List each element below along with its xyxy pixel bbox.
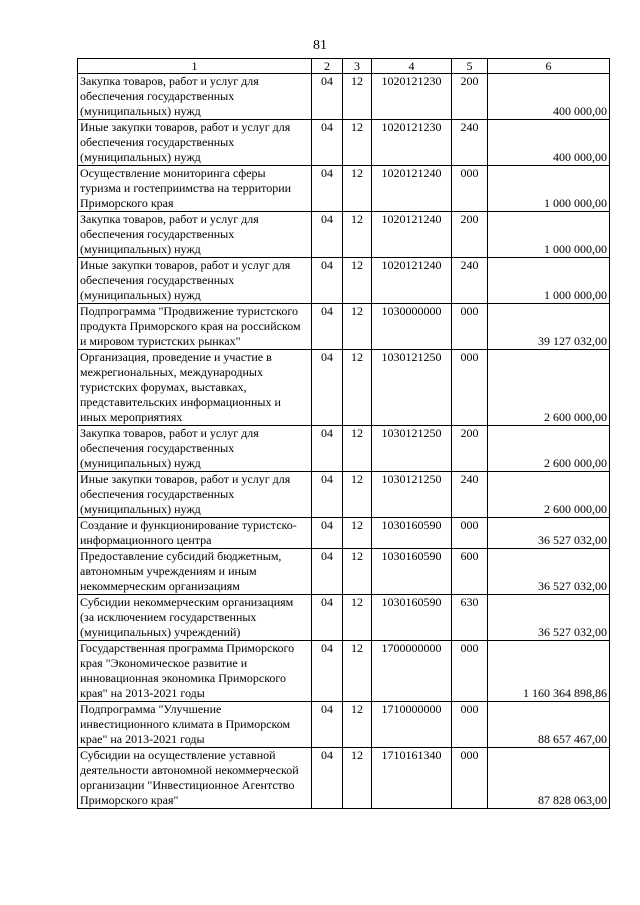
row-target-article-cell: 1020121240 xyxy=(372,212,452,258)
row-target-article-cell: 1030160590 xyxy=(372,595,452,641)
row-expense-type-cell: 200 xyxy=(452,426,488,472)
row-section-cell: 04 xyxy=(312,518,343,549)
row-amount-cell: 2 600 000,00 xyxy=(488,350,610,426)
row-subsection-cell: 12 xyxy=(343,258,372,304)
row-section-cell: 04 xyxy=(312,549,343,595)
row-subsection-cell: 12 xyxy=(343,518,372,549)
table-row xyxy=(78,74,610,120)
row-name-cell: Закупка товаров, работ и услуг для обеспечения государственных (муниципальных) нужд xyxy=(78,74,312,120)
row-expense-type-cell: 000 xyxy=(452,350,488,426)
row-target-article-cell: 1020121240 xyxy=(372,258,452,304)
row-subsection-cell: 12 xyxy=(343,304,372,350)
row-amount-cell: 2 600 000,00 xyxy=(488,472,610,518)
row-subsection-cell: 12 xyxy=(343,426,372,472)
row-subsection-cell: 12 xyxy=(343,748,372,809)
table-body xyxy=(78,74,610,809)
header-col-3: 3 xyxy=(343,59,372,74)
row-expense-type-cell: 240 xyxy=(452,120,488,166)
row-subsection-cell: 12 xyxy=(343,212,372,258)
row-amount-cell: 87 828 063,00 xyxy=(488,748,610,809)
row-expense-type-cell: 000 xyxy=(452,304,488,350)
header-col-1: 1 xyxy=(78,59,312,74)
table-header-row xyxy=(78,59,610,74)
row-target-article-cell: 1030000000 xyxy=(372,304,452,350)
row-amount-cell: 400 000,00 xyxy=(488,120,610,166)
table-row xyxy=(78,549,610,595)
page-number: 81 xyxy=(313,38,327,53)
header-col-2: 2 xyxy=(312,59,343,74)
row-section-cell: 04 xyxy=(312,472,343,518)
row-target-article-cell: 1030121250 xyxy=(372,350,452,426)
row-subsection-cell: 12 xyxy=(343,702,372,748)
row-name-cell: Организация, проведение и участие в межрегиональных, международных туристских форумах, выставках, представительских информационных и иных мероприятиях xyxy=(78,350,312,426)
row-section-cell: 04 xyxy=(312,426,343,472)
table-row xyxy=(78,641,610,702)
row-section-cell: 04 xyxy=(312,595,343,641)
row-subsection-cell: 12 xyxy=(343,641,372,702)
row-target-article-cell: 1030160590 xyxy=(372,518,452,549)
row-amount-cell: 39 127 032,00 xyxy=(488,304,610,350)
row-expense-type-cell: 200 xyxy=(452,74,488,120)
table-row xyxy=(78,304,610,350)
header-col-5: 5 xyxy=(452,59,488,74)
row-name-cell: Подпрограмма "Улучшение инвестиционного климата в Приморском крае" на 2013-2021 годы xyxy=(78,702,312,748)
table-row xyxy=(78,748,610,809)
row-expense-type-cell: 000 xyxy=(452,641,488,702)
row-target-article-cell: 1700000000 xyxy=(372,641,452,702)
row-name-cell: Осуществление мониторинга сферы туризма и гостеприимства на территории Приморского края xyxy=(78,166,312,212)
row-name-cell: Подпрограмма "Продвижение туристского продукта Приморского края на российском и мировом туристских рынках" xyxy=(78,304,312,350)
row-subsection-cell: 12 xyxy=(343,350,372,426)
row-subsection-cell: 12 xyxy=(343,472,372,518)
row-amount-cell: 88 657 467,00 xyxy=(488,702,610,748)
row-subsection-cell: 12 xyxy=(343,549,372,595)
row-name-cell: Закупка товаров, работ и услуг для обеспечения государственных (муниципальных) нужд xyxy=(78,212,312,258)
table-row xyxy=(78,350,610,426)
row-subsection-cell: 12 xyxy=(343,120,372,166)
row-amount-cell: 400 000,00 xyxy=(488,74,610,120)
row-target-article-cell: 1030121250 xyxy=(372,472,452,518)
header-col-6: 6 xyxy=(488,59,610,74)
row-section-cell: 04 xyxy=(312,212,343,258)
row-name-cell: Иные закупки товаров, работ и услуг для обеспечения государственных (муниципальных) нужд xyxy=(78,120,312,166)
row-name-cell: Иные закупки товаров, работ и услуг для обеспечения государственных (муниципальных) нужд xyxy=(78,472,312,518)
budget-table xyxy=(77,58,610,809)
table-row xyxy=(78,702,610,748)
row-expense-type-cell: 600 xyxy=(452,549,488,595)
row-amount-cell: 36 527 032,00 xyxy=(488,518,610,549)
row-name-cell: Закупка товаров, работ и услуг для обеспечения государственных (муниципальных) нужд xyxy=(78,426,312,472)
row-name-cell: Государственная программа Приморского края "Экономическое развитие и инновационная экономика Приморского края" на 2013-2021 годы xyxy=(78,641,312,702)
row-amount-cell: 36 527 032,00 xyxy=(488,549,610,595)
row-target-article-cell: 1020121230 xyxy=(372,74,452,120)
row-amount-cell: 1 160 364 898,86 xyxy=(488,641,610,702)
row-expense-type-cell: 240 xyxy=(452,472,488,518)
row-target-article-cell: 1030121250 xyxy=(372,426,452,472)
table-row xyxy=(78,120,610,166)
row-expense-type-cell: 200 xyxy=(452,212,488,258)
row-section-cell: 04 xyxy=(312,166,343,212)
row-expense-type-cell: 000 xyxy=(452,518,488,549)
row-subsection-cell: 12 xyxy=(343,166,372,212)
row-amount-cell: 36 527 032,00 xyxy=(488,595,610,641)
row-section-cell: 04 xyxy=(312,74,343,120)
row-section-cell: 04 xyxy=(312,702,343,748)
row-name-cell: Иные закупки товаров, работ и услуг для обеспечения государственных (муниципальных) нужд xyxy=(78,258,312,304)
row-expense-type-cell: 000 xyxy=(452,702,488,748)
row-section-cell: 04 xyxy=(312,748,343,809)
row-target-article-cell: 1020121240 xyxy=(372,166,452,212)
row-expense-type-cell: 240 xyxy=(452,258,488,304)
row-section-cell: 04 xyxy=(312,120,343,166)
row-section-cell: 04 xyxy=(312,304,343,350)
table-row xyxy=(78,166,610,212)
row-target-article-cell: 1030160590 xyxy=(372,549,452,595)
table-row xyxy=(78,426,610,472)
table-row xyxy=(78,258,610,304)
table-row xyxy=(78,518,610,549)
header-col-4: 4 xyxy=(372,59,452,74)
table-row xyxy=(78,595,610,641)
row-expense-type-cell: 630 xyxy=(452,595,488,641)
row-section-cell: 04 xyxy=(312,641,343,702)
row-amount-cell: 1 000 000,00 xyxy=(488,212,610,258)
table-row xyxy=(78,472,610,518)
row-expense-type-cell: 000 xyxy=(452,166,488,212)
row-subsection-cell: 12 xyxy=(343,595,372,641)
row-target-article-cell: 1710161340 xyxy=(372,748,452,809)
row-target-article-cell: 1020121230 xyxy=(372,120,452,166)
row-amount-cell: 2 600 000,00 xyxy=(488,426,610,472)
row-expense-type-cell: 000 xyxy=(452,748,488,809)
row-section-cell: 04 xyxy=(312,350,343,426)
row-name-cell: Субсидии на осуществление уставной деятельности автономной некоммерческой организации "Инвестиционное Агентство Приморского края" xyxy=(78,748,312,809)
row-name-cell: Субсидии некоммерческим организациям (за исключением государственных (муниципальных) учреждений) xyxy=(78,595,312,641)
row-amount-cell: 1 000 000,00 xyxy=(488,258,610,304)
row-target-article-cell: 1710000000 xyxy=(372,702,452,748)
row-name-cell: Создание и функционирование туристско-информационного центра xyxy=(78,518,312,549)
row-subsection-cell: 12 xyxy=(343,74,372,120)
row-amount-cell: 1 000 000,00 xyxy=(488,166,610,212)
row-section-cell: 04 xyxy=(312,258,343,304)
table-row xyxy=(78,212,610,258)
row-name-cell: Предоставление субсидий бюджетным, автономным учреждениям и иным некоммерческим организациям xyxy=(78,549,312,595)
